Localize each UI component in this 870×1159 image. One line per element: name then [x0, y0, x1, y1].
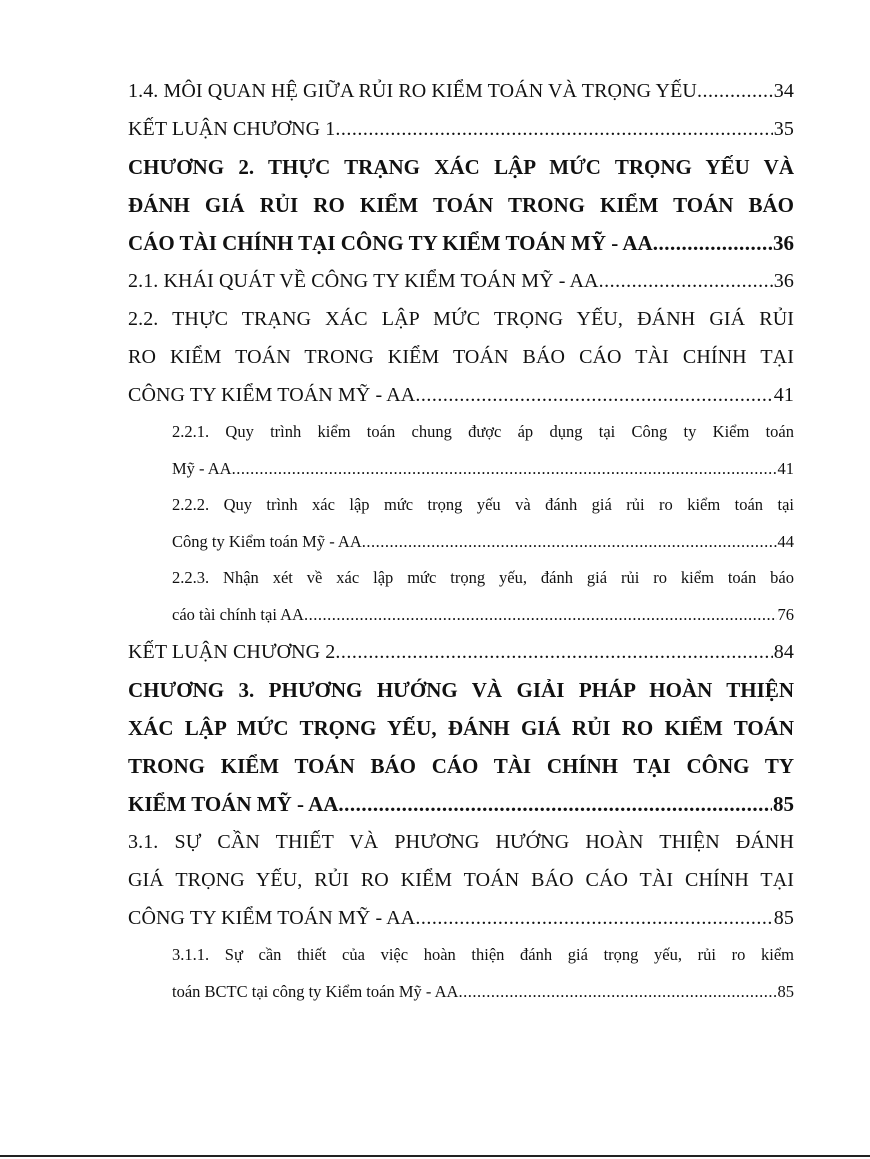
toc-entry-text-line: TRONG KIỂM TOÁN BÁO CÁO TÀI CHÍNH TẠI CÔNG TY	[128, 754, 794, 778]
toc-entry-title: Mỹ - AA	[172, 458, 232, 478]
toc-entry[interactable]	[128, 262, 794, 300]
toc-entry-final-line	[172, 524, 794, 561]
toc-entry-title: toán BCTC tại công ty Kiểm toán Mỹ - AA	[172, 981, 459, 1001]
table-of-contents	[128, 72, 794, 1010]
toc-entry[interactable]	[128, 300, 794, 414]
toc-dot-leader	[415, 376, 772, 414]
toc-dot-leader	[338, 785, 772, 823]
toc-page-number: 36	[773, 270, 794, 292]
toc-entry-final-line	[128, 785, 794, 823]
toc-page-number: 41	[773, 384, 794, 406]
toc-entry-final-line	[172, 974, 794, 1011]
toc-page-number: 85	[773, 907, 794, 929]
toc-page-number: 34	[773, 80, 794, 102]
toc-dot-leader	[697, 72, 773, 110]
toc-entry[interactable]	[128, 937, 794, 1010]
toc-page-number: 85	[777, 981, 794, 1001]
toc-dot-leader	[335, 110, 772, 148]
toc-entry-title: KẾT LUẬN CHƯƠNG 2	[128, 641, 336, 663]
toc-entry-title: cáo tài chính tại AA	[172, 604, 304, 624]
toc-page-number: 76	[777, 604, 794, 624]
toc-entry-text-line: ĐÁNH GIÁ RỦI RO KIỂM TOÁN TRONG KIỂM TOÁN BÁO	[128, 193, 794, 217]
toc-dot-leader	[415, 899, 772, 937]
toc-page-number: 44	[777, 531, 794, 551]
toc-entry-final-line	[172, 597, 794, 634]
toc-entry-text-line: GIÁ TRỌNG YẾU, RỦI RO KIỂM TOÁN BÁO CÁO TÀI CHÍNH TẠI	[128, 869, 794, 891]
toc-entry-text-line: XÁC LẬP MỨC TRỌNG YẾU, ĐÁNH GIÁ RỦI RO KIỂM TOÁN	[128, 716, 794, 740]
toc-entry-text-line: 2.2.2. Quy trình xác lập mức trọng yếu và đánh giá rủi ro kiểm toán tại	[172, 495, 794, 514]
toc-dot-leader	[232, 451, 777, 488]
toc-entry-title: 1.4. MÔI QUAN HỆ GIỮA RỦI RO KIỂM TOÁN VÀ TRỌNG YẾU	[128, 80, 697, 102]
toc-entry-title: CÔNG TY KIỂM TOÁN MỸ - AA	[128, 384, 416, 406]
toc-entry[interactable]	[128, 633, 794, 671]
toc-entry-final-line	[128, 72, 794, 110]
toc-dot-leader	[304, 597, 777, 634]
toc-dot-leader	[599, 262, 773, 300]
page-bottom-rule	[0, 1155, 870, 1157]
toc-entry-text-line: CHƯƠNG 3. PHƯƠNG HƯỚNG VÀ GIẢI PHÁP HOÀN THIỆN	[128, 678, 794, 702]
toc-entry-title: Công ty Kiểm toán Mỹ - AA	[172, 531, 362, 551]
toc-entry-final-line	[128, 376, 794, 414]
toc-entry-text-line: RO KIỂM TOÁN TRONG KIỂM TOÁN BÁO CÁO TÀI CHÍNH TẠI	[128, 346, 794, 368]
toc-entry[interactable]	[128, 487, 794, 560]
toc-entry[interactable]	[128, 414, 794, 487]
toc-page-number: 85	[773, 792, 794, 816]
toc-entry-text-line: 3.1. SỰ CẦN THIẾT VÀ PHƯƠNG HƯỚNG HOÀN THIỆN ĐÁNH	[128, 831, 794, 853]
toc-entry[interactable]	[128, 72, 794, 110]
toc-entry[interactable]	[128, 823, 794, 937]
toc-page-number: 84	[773, 641, 794, 663]
toc-entry[interactable]	[128, 148, 794, 262]
toc-entry[interactable]	[128, 671, 794, 823]
toc-entry-title: 2.1. KHÁI QUÁT VỀ CÔNG TY KIỂM TOÁN MỸ - AA	[128, 270, 599, 292]
toc-entry-final-line	[128, 262, 794, 300]
toc-entry-title: CÁO TÀI CHÍNH TẠI CÔNG TY KIỂM TOÁN MỸ - AA	[128, 231, 653, 255]
toc-page-number: 41	[777, 458, 794, 478]
toc-entry-title: KẾT LUẬN CHƯƠNG 1	[128, 118, 336, 140]
toc-entry-final-line	[172, 451, 794, 488]
toc-dot-leader	[458, 974, 776, 1011]
toc-entry[interactable]	[128, 560, 794, 633]
toc-entry-text-line: 2.2. THỰC TRẠNG XÁC LẬP MỨC TRỌNG YẾU, ĐÁNH GIÁ RỦI	[128, 308, 794, 330]
toc-dot-leader	[653, 224, 772, 262]
toc-entry-text-line: CHƯƠNG 2. THỰC TRẠNG XÁC LẬP MỨC TRỌNG YẾU VÀ	[128, 155, 794, 179]
toc-entry-final-line	[128, 899, 794, 937]
toc-page-number: 36	[773, 231, 794, 255]
toc-entry-title: CÔNG TY KIỂM TOÁN MỸ - AA	[128, 907, 416, 929]
toc-dot-leader	[362, 524, 777, 561]
toc-entry-final-line	[128, 224, 794, 262]
toc-entry-final-line	[128, 633, 794, 671]
toc-entry-text-line: 3.1.1. Sự cần thiết của việc hoàn thiện đánh giá trọng yếu, rủi ro kiểm	[172, 945, 794, 964]
toc-entry[interactable]	[128, 110, 794, 148]
toc-page-number: 35	[773, 118, 794, 140]
toc-entry-title: KIỂM TOÁN MỸ - AA	[128, 792, 339, 816]
toc-entry-text-line: 2.2.3. Nhận xét về xác lập mức trọng yếu, đánh giá rủi ro kiểm toán báo	[172, 568, 794, 587]
toc-dot-leader	[335, 633, 772, 671]
toc-entry-text-line: 2.2.1. Quy trình kiểm toán chung được áp dụng tại Công ty Kiểm toán	[172, 422, 794, 441]
toc-entry-final-line	[128, 110, 794, 148]
